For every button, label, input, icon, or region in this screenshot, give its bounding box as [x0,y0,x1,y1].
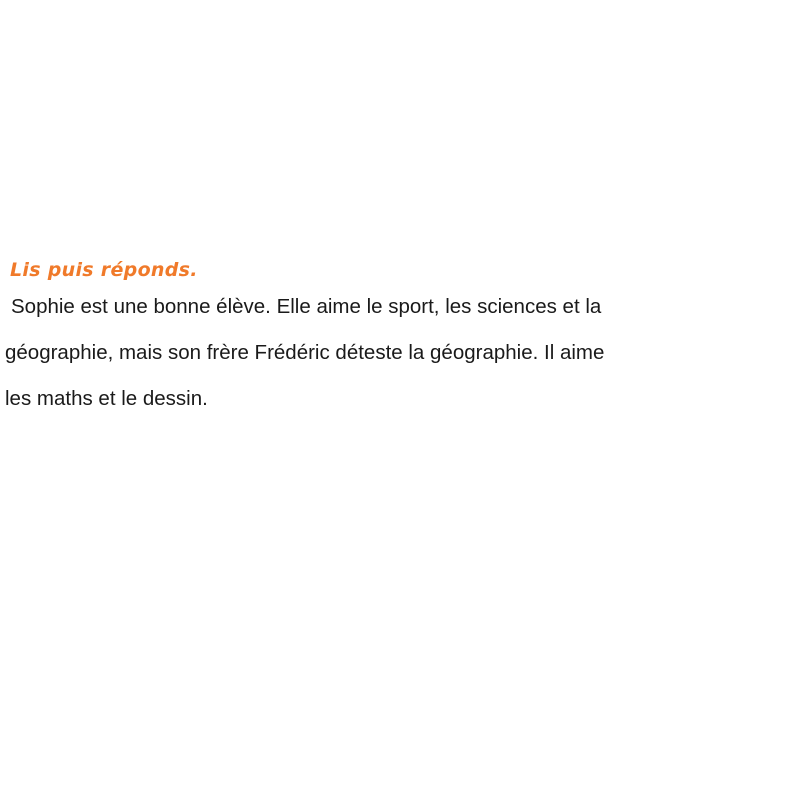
passage-line: géographie, mais son frère Frédéric déteste la géographie. Il aime [5,341,605,364]
passage-line: les maths et le dessin. [5,387,208,410]
exercise-instruction: Lis puis réponds. [10,259,198,281]
passage-line: Sophie est une bonne élève. Elle aime le sport, les sciences et la [11,295,602,318]
reading-passage [5,284,791,422]
